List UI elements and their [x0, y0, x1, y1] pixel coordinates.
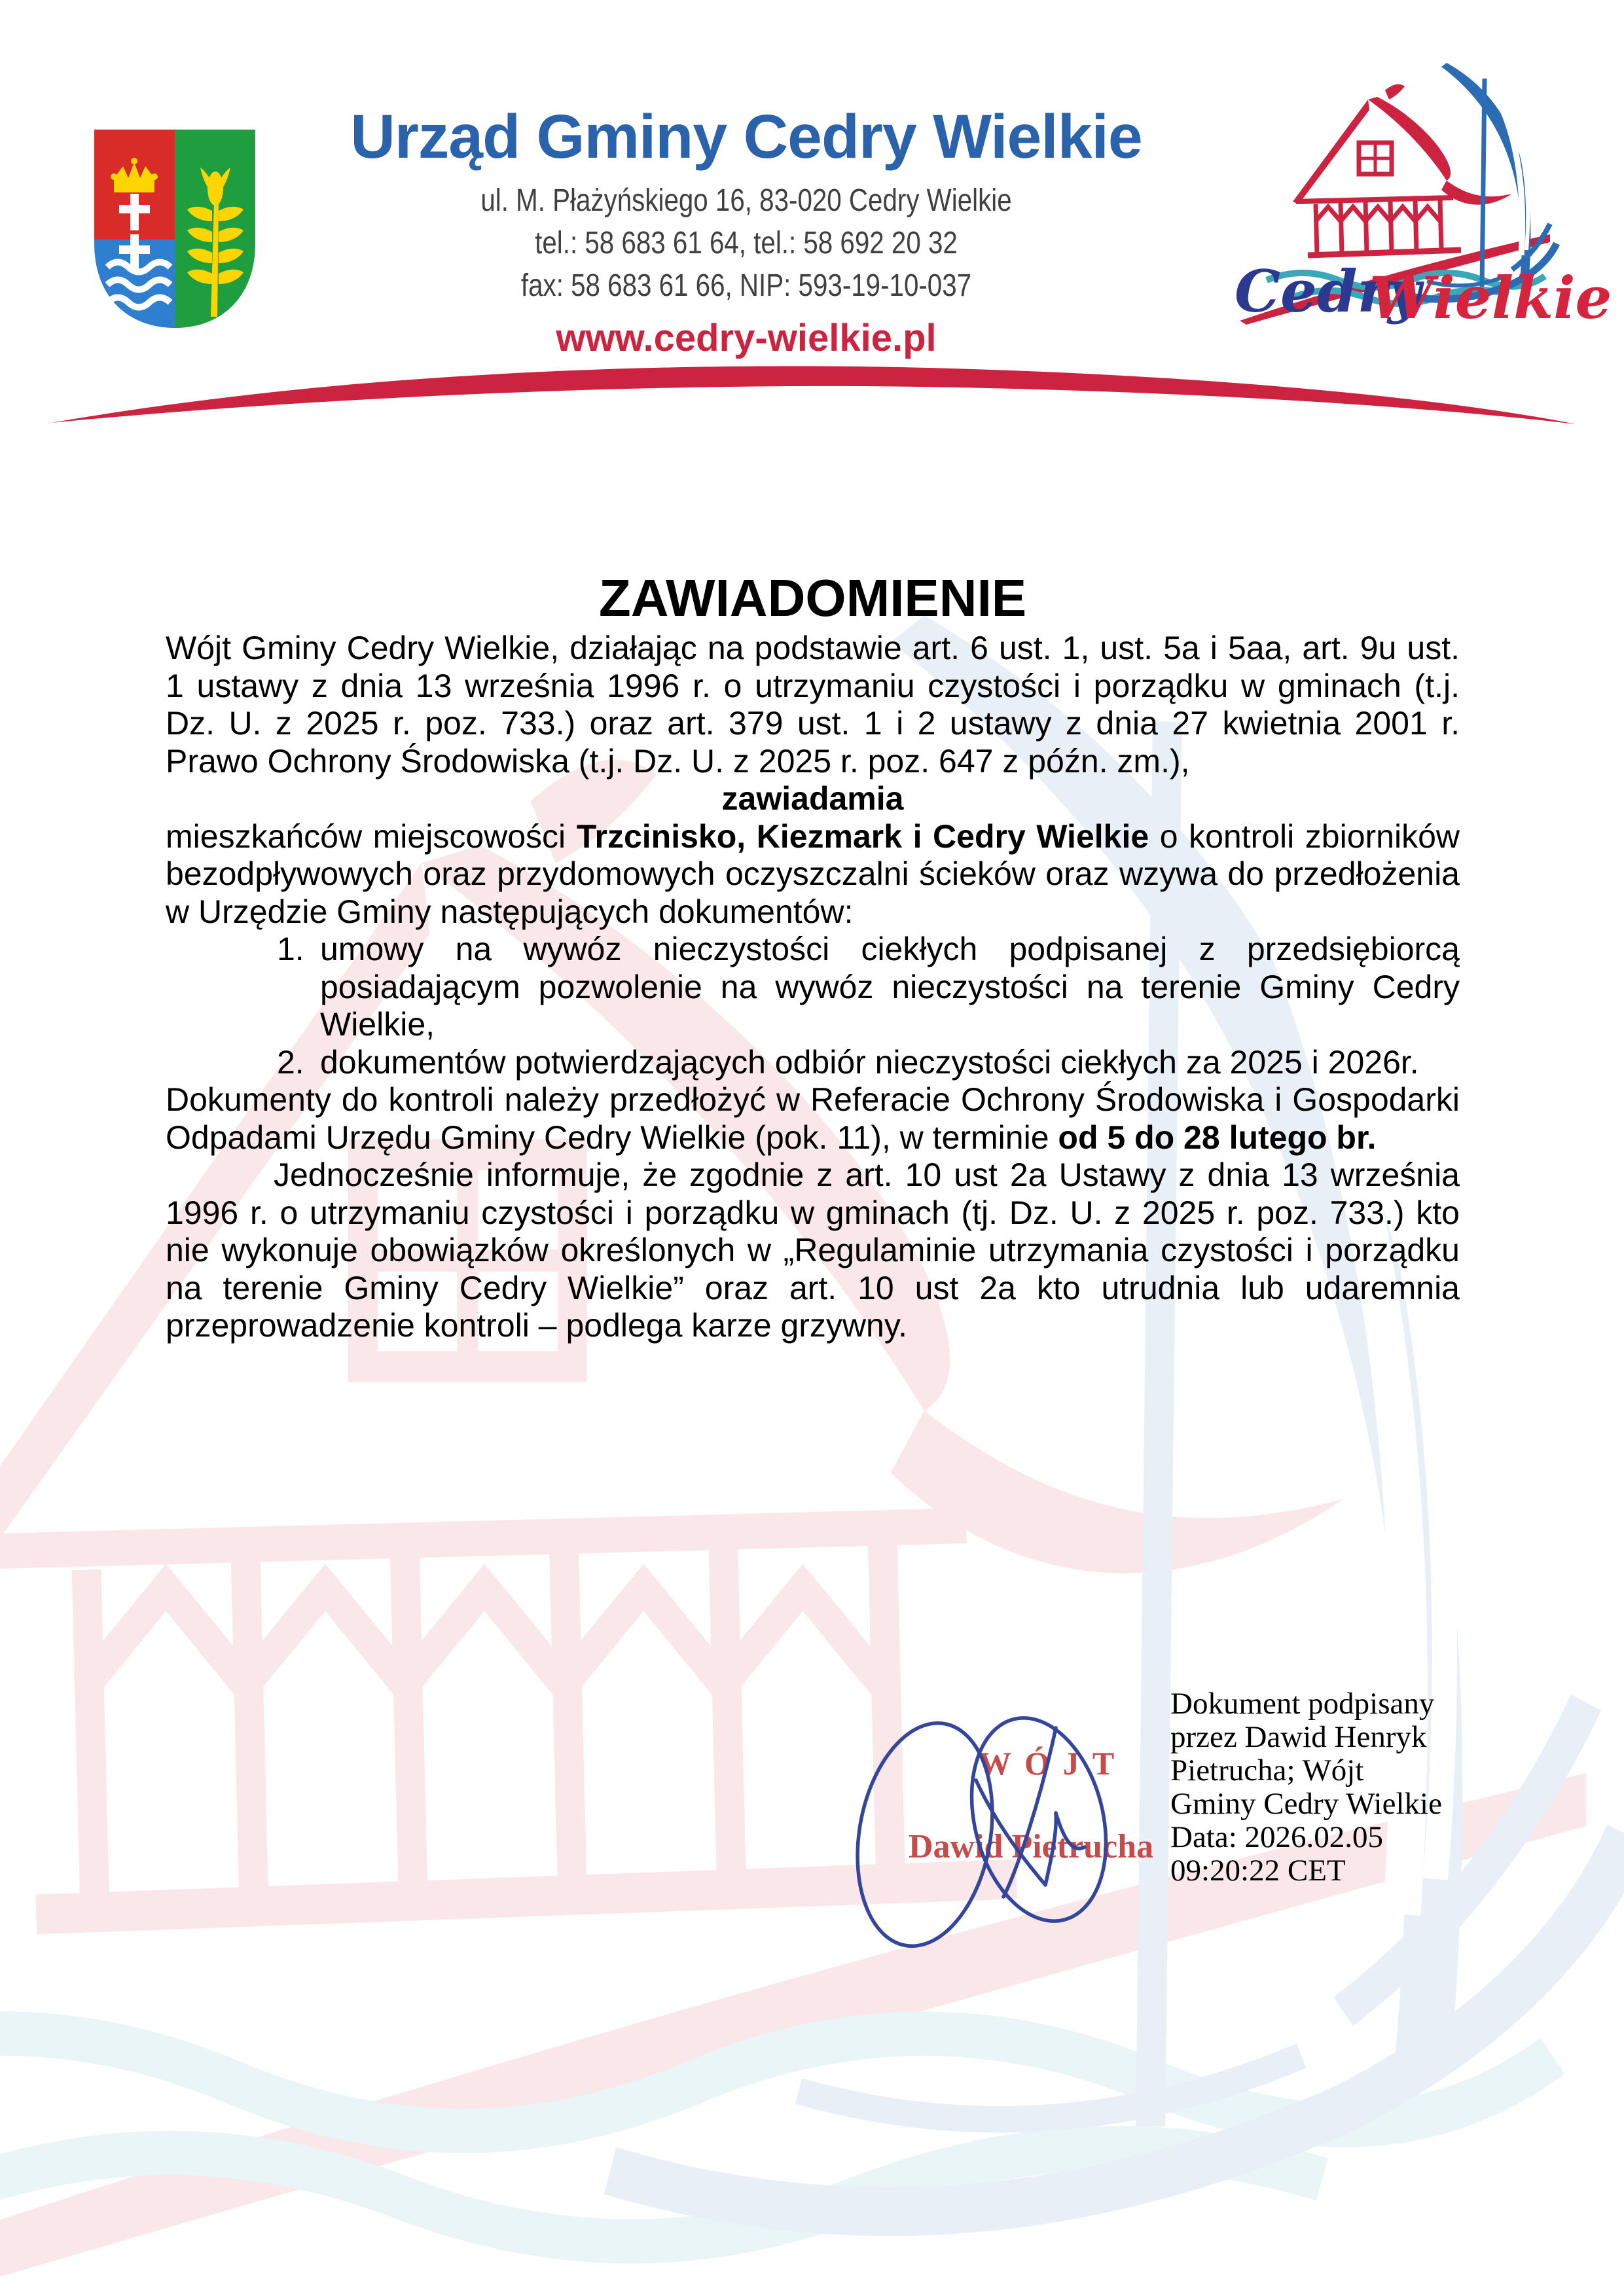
- paragraph-legal-basis: Wójt Gminy Cedry Wielkie, działając na podstawie art. 6 ust. 1, ust. 5a i 5aa, art. 9u ust. 1 ustawy z dnia 13 września 1996 r. o utrzymaniu czystości i porządku w gminach (t.j. Dz. U. z 2025 r. poz. 733.) oraz art. 379 ust. 1 i 2 ustawy z dnia 27 kwietnia 2001 r. Prawo Ochrony Środowiska (t.j. Dz. U. z 2025 r. poz. 647 z późn. zm.),: [166, 630, 1460, 780]
- paragraph-deadline: [166, 1081, 1460, 1157]
- municipality-logo: [1231, 59, 1612, 332]
- stamp-title-wojt: WÓJT: [979, 1745, 1128, 1782]
- deadline-pre: Dokumenty do kontroli należy przedłożyć w Referacie Ochrony Środowiska i Gospodarki Odpadami Urzędu Gminy Cedry Wielkie (pok. 11), w terminie: [166, 1081, 1460, 1156]
- paragraph-notice: [166, 818, 1460, 931]
- list-item: [166, 1044, 1460, 1082]
- signature-info-line: 09:20:22 CET: [1170, 1854, 1346, 1888]
- signature-info-line: przez Dawid Henryk: [1170, 1720, 1427, 1754]
- website-url: www.cedry-wielkie.pl: [556, 316, 937, 359]
- subheading-zawiadamia: zawiadamia: [721, 780, 904, 817]
- signature-info-line: Data: 2026.02.05: [1170, 1820, 1384, 1854]
- notice-post: o kontroli zbiorników bezodpływowych oraz przydomowych oczyszczalni ścieków oraz wzywa do przedłożenia w Urzędzie Gminy następujących dokumentów:: [166, 817, 1460, 930]
- letterhead: [275, 102, 1218, 360]
- list-item-text: umowy na wywóz nieczystości ciekłych podpisanej z przedsiębiorcą posiadającym pozwolenie na wywóz nieczystości na terenie Gminy Cedry Wielkie,: [320, 931, 1460, 1043]
- coat-of-arms: [90, 126, 259, 332]
- fax-nip-line: fax: 58 683 61 66, NIP: 593-19-10-037: [520, 268, 972, 303]
- deadline-dates: od 5 do 28 lutego br.: [1058, 1119, 1377, 1156]
- address-line: ul. M. Płażyńskiego 16, 83-020 Cedry Wielkie: [480, 183, 1012, 218]
- signature-info-line: Gminy Cedry Wielkie: [1170, 1787, 1442, 1821]
- handwritten-signature: [848, 1700, 1155, 1956]
- notice-pre: mieszkańców miejscowości: [166, 817, 577, 855]
- header-divider-swoosh: [46, 360, 1581, 435]
- required-documents-list: [166, 931, 1460, 1081]
- notice-villages: Trzcinisko, Kiezmark i Cedry Wielkie: [576, 817, 1149, 855]
- paragraph-penalty: Jednocześnie informuje, że zgodnie z art. 10 ust 2a Ustawy z dnia 13 września 1996 r. o utrzymaniu czystości i porządku w gminach (tj. Dz. U. z 2025 r. poz. 733.) kto nie wykonuje obowiązków określonych w „Regulaminie utrzymania czystości i porządku na terenie Gminy Cedry Wielkie” oraz art. 10 ust 2a kto utrudnia lub udaremnia przeprowadzenie kontroli – podlega karze grzywny.: [166, 1157, 1460, 1344]
- signature-info-line: Dokument podpisany: [1170, 1687, 1435, 1721]
- phone-line: tel.: 58 683 61 64, tel.: 58 692 20 32: [535, 225, 958, 260]
- digital-signature-info: [1170, 1687, 1478, 1888]
- list-item: [166, 931, 1460, 1044]
- document-title: ZAWIADOMIENIE: [598, 569, 1027, 627]
- document-body: [166, 630, 1460, 1345]
- logo-word-cedry: Cedry: [1235, 257, 1422, 325]
- list-item-number: 2.: [277, 1043, 304, 1081]
- organization-name: Urząd Gminy Cedry Wielkie: [350, 102, 1142, 171]
- list-item-number: 1.: [277, 931, 304, 967]
- stamp-name: Dawid Pietrucha: [909, 1828, 1154, 1865]
- list-item-text: dokumentów potwierdzających odbiór nieczystości ciekłych za 2025 i 2026r.: [320, 1043, 1419, 1081]
- logo-word-wielkie: Wielkie: [1369, 264, 1612, 332]
- signature-info-line: Pietrucha; Wójt: [1170, 1753, 1364, 1787]
